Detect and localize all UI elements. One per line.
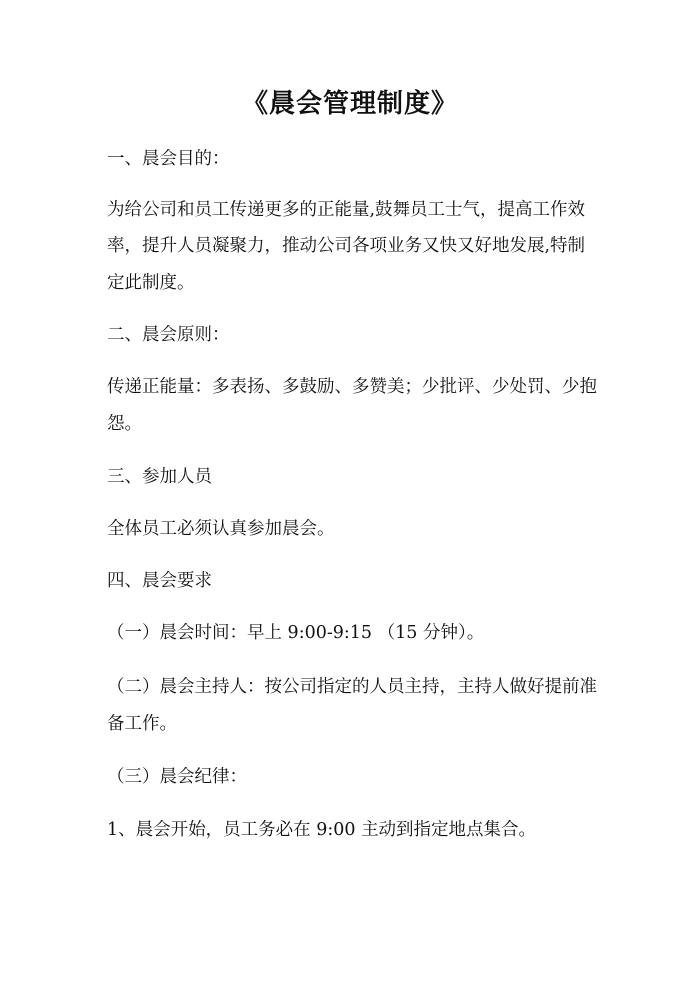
principle-text-line-2: 怨。 xyxy=(107,414,142,434)
participants-text: 全体员工必须认真参加晨会。 xyxy=(107,519,335,539)
principle-text-line-1: 传递正能量：多表扬、多鼓励、多赞美；少批评、少处罚、少抱 xyxy=(107,377,597,397)
document-title: 《晨会管理制度》 xyxy=(241,89,458,119)
purpose-text-line-3: 定此制度。 xyxy=(107,273,195,293)
section-heading-requirements: 四、晨会要求 xyxy=(107,571,212,591)
section-heading-purpose: 一、晨会目的： xyxy=(107,149,230,169)
section-heading-participants: 三、参加人员 xyxy=(107,467,212,487)
requirement-host-line-1: （二）晨会主持人：按公司指定的人员主持，主持人做好提前准 xyxy=(107,677,597,697)
purpose-text-line-2: 率，提升人员凝聚力，推动公司各项业务又快又好地发展,特制 xyxy=(107,236,586,256)
discipline-item-1: 1、晨会开始，员工务必在 9:00 主动到指定地点集合。 xyxy=(107,820,537,840)
requirement-discipline-heading: （三）晨会纪律： xyxy=(107,767,247,787)
requirement-host-line-2: 备工作。 xyxy=(107,714,177,734)
section-heading-principle: 二、晨会原则： xyxy=(107,325,230,345)
purpose-text-line-1: 为给公司和员工传递更多的正能量,鼓舞员工士气，提高工作效 xyxy=(107,200,586,220)
requirement-time: （一）晨会时间：早上 9:00-9:15 （15 分钟）。 xyxy=(107,623,485,643)
